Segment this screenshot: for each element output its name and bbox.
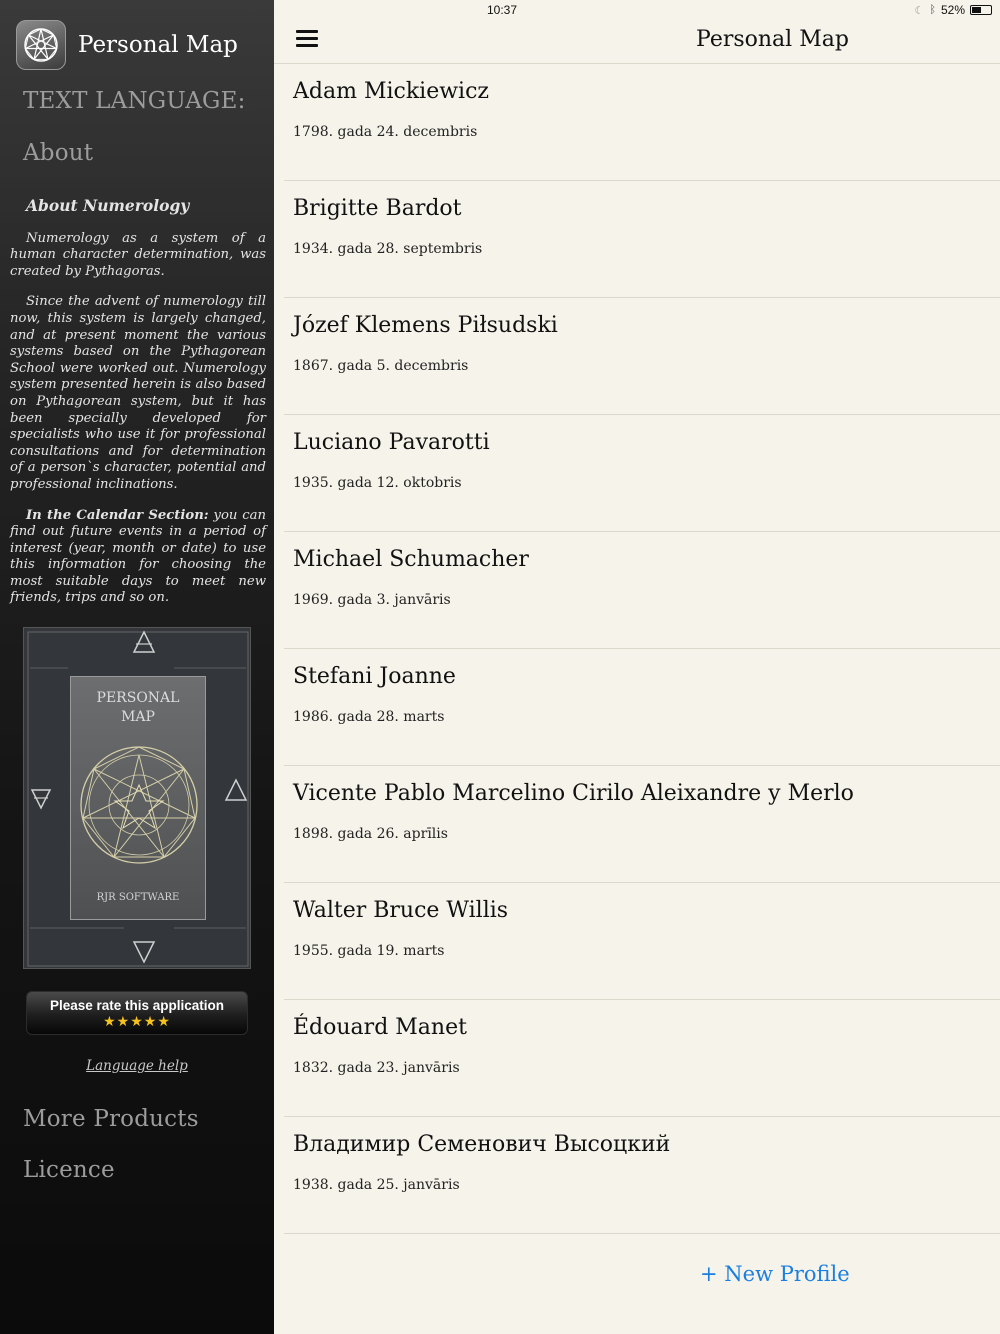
- profile-birth-date: 1955. gada 19. marts: [293, 943, 445, 959]
- profile-name: Luciano Pavarotti: [293, 430, 490, 455]
- sidebar: [0, 0, 274, 1334]
- profile-name: Édouard Manet: [293, 1015, 467, 1040]
- profile-birth-date: 1867. gada 5. decembris: [293, 358, 469, 374]
- profile-row[interactable]: [284, 649, 1000, 766]
- profile-name: Vicente Pablo Marcelino Cirilo Aleixandre y Merlo: [293, 781, 854, 806]
- book-title: PERSONAL MAP: [96, 690, 180, 725]
- about-paragraph-2: Since the advent of numerology till now, this system is largely changed, and at present moment the various systems based on the Pythagorean School were worked out. Numerology system presented herein is also based on Pythagorean system, but it has been specially developed for specialists who use it for professional consultations and for determination of a person`s character, potential and professional inclinations.: [10, 294, 266, 492]
- navigation-bar: Personal Map: [274, 20, 1000, 64]
- status-bar: [274, 0, 1000, 20]
- main-panel: [274, 0, 1000, 1334]
- rate-app-label: Please rate this application: [49, 998, 225, 1013]
- sidebar-header: [16, 20, 238, 70]
- calendar-section-label: In the Calendar Section:: [26, 507, 209, 523]
- app-title: Personal Map: [78, 32, 238, 58]
- profile-name: Adam Mickiewicz: [293, 79, 489, 104]
- profile-row[interactable]: [284, 532, 1000, 649]
- profile-birth-date: 1986. gada 28. marts: [293, 709, 445, 725]
- profile-birth-date: 1934. gada 28. septembris: [293, 241, 483, 257]
- profile-birth-date: 1898. gada 26. aprīlis: [293, 826, 448, 842]
- moon-icon: ☾: [914, 4, 925, 17]
- profile-name: Stefani Joanne: [293, 664, 456, 689]
- profile-row[interactable]: [284, 64, 1000, 181]
- profile-row[interactable]: [284, 415, 1000, 532]
- book-brand: RJR SOFTWARE: [96, 892, 180, 903]
- bluetooth-icon: ᛒ: [929, 4, 936, 16]
- status-time: 10:37: [486, 3, 518, 17]
- profile-birth-date: 1798. gada 24. decembris: [293, 124, 478, 140]
- rate-app-button[interactable]: [26, 991, 248, 1035]
- more-products-menu-item[interactable]: More Products: [23, 1106, 199, 1132]
- new-profile-button[interactable]: + New Profile: [700, 1262, 850, 1286]
- book-inner-cover: [70, 676, 206, 920]
- profile-list: [284, 64, 1000, 1234]
- star-rating-icon: ★★★★★: [103, 1013, 171, 1029]
- about-heading: About Numerology: [26, 196, 190, 215]
- profile-row[interactable]: [284, 1117, 1000, 1234]
- profile-row[interactable]: [284, 298, 1000, 415]
- about-numerology-text: [10, 198, 266, 621]
- profile-birth-date: 1935. gada 12. oktobris: [293, 475, 462, 491]
- profile-name: Brigitte Bardot: [293, 196, 462, 221]
- battery-icon: [970, 5, 992, 15]
- battery-level: [972, 7, 981, 13]
- about-paragraph-3: [10, 508, 266, 608]
- battery-percent: 52%: [940, 3, 965, 17]
- profile-name: Владимир Семенович Высоцкий: [293, 1132, 671, 1157]
- hamburger-menu-icon[interactable]: [296, 30, 318, 50]
- profile-name: Józef Klemens Piłsudski: [293, 313, 558, 338]
- profile-row[interactable]: [284, 883, 1000, 1000]
- profile-birth-date: 1938. gada 25. janvāris: [293, 1177, 460, 1193]
- status-right: [914, 3, 992, 17]
- profile-birth-date: 1832. gada 23. janvāris: [293, 1060, 460, 1076]
- calendar-section-text: you can find out future events in a period of interest (year, month or date) to use this information for choosing the most suitable days to meet new friends, trips and so on.: [10, 507, 267, 606]
- profile-name: Walter Bruce Willis: [293, 898, 509, 923]
- licence-menu-item[interactable]: Licence: [23, 1157, 115, 1183]
- heptagram-seal-icon: [71, 677, 207, 921]
- profile-row[interactable]: [284, 1000, 1000, 1117]
- profile-birth-date: 1969. gada 3. janvāris: [293, 592, 451, 608]
- language-help-link[interactable]: Language help: [86, 1058, 188, 1074]
- about-paragraph-1: Numerology as a system of a human character determination, was created by Pythagoras.: [10, 230, 266, 279]
- about-menu-item[interactable]: About: [23, 140, 94, 166]
- heptagram-icon: [16, 20, 66, 70]
- profile-row[interactable]: [284, 766, 1000, 883]
- book-cover-image: [23, 627, 251, 969]
- profile-name: Michael Schumacher: [293, 547, 529, 572]
- profile-row[interactable]: [284, 181, 1000, 298]
- text-language-label[interactable]: TEXT LANGUAGE:: [23, 88, 246, 114]
